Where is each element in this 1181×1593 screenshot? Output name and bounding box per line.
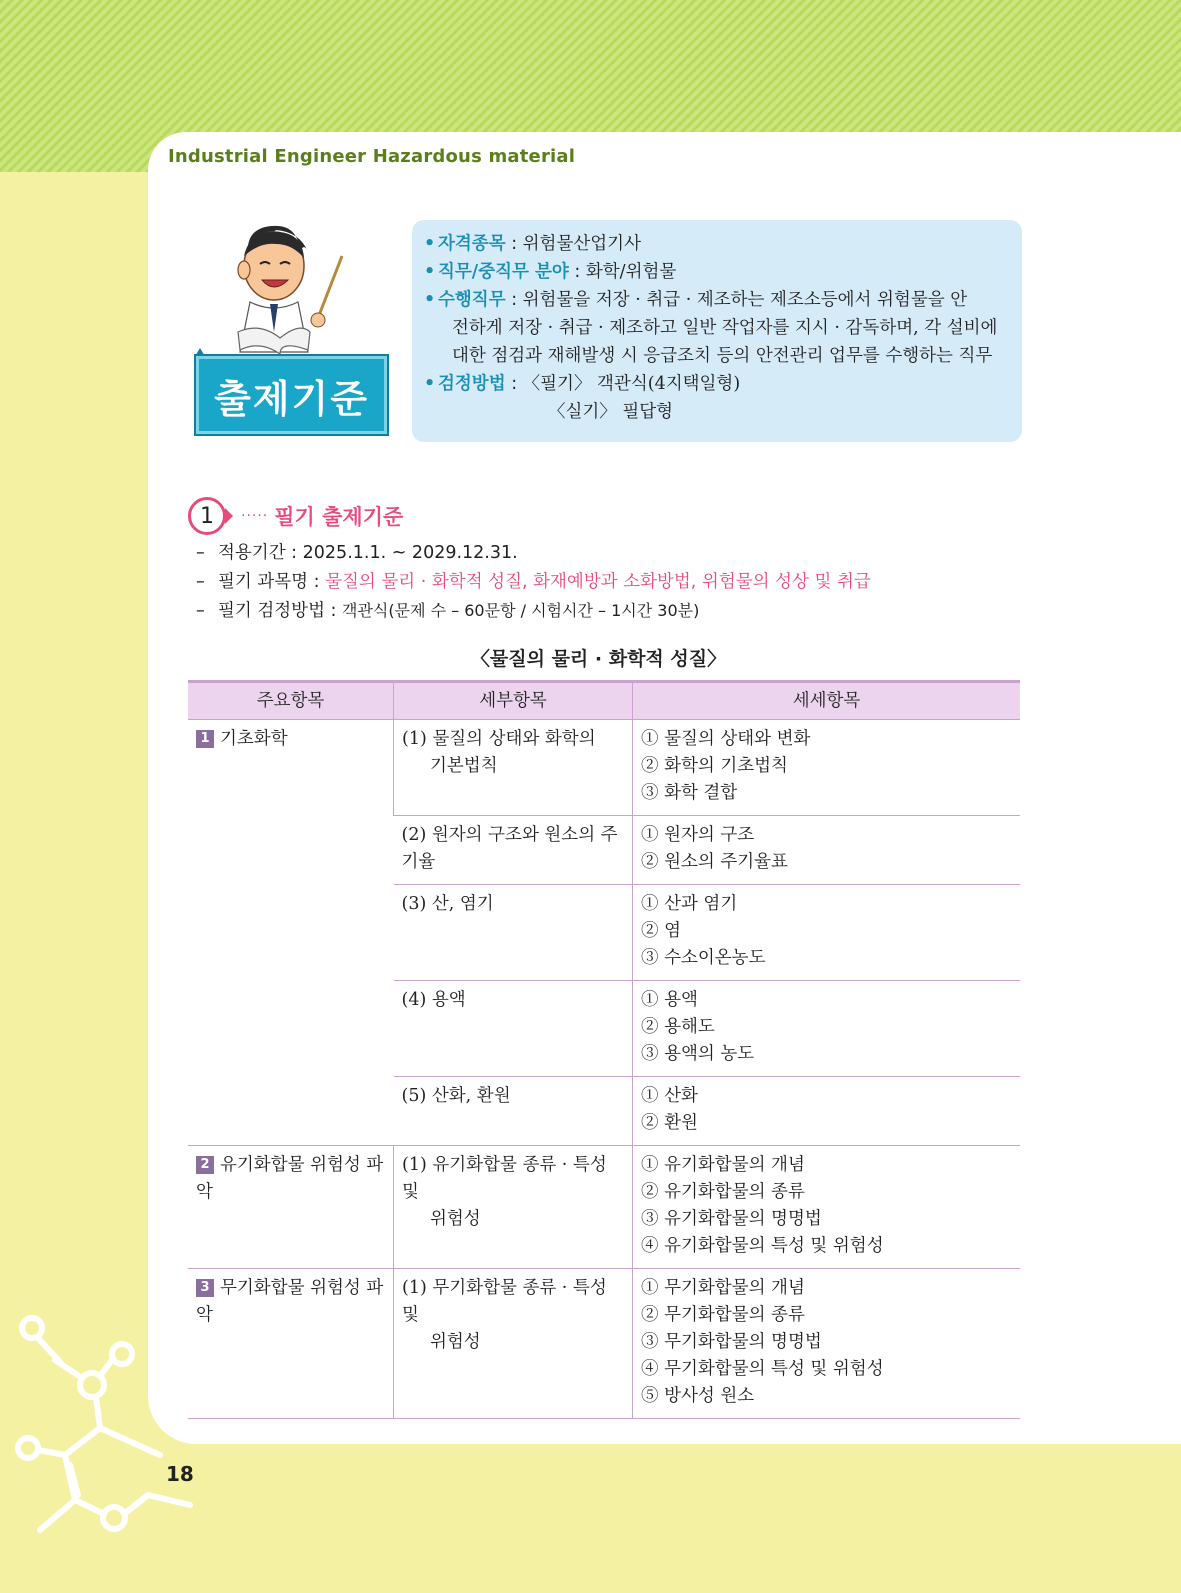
sub-item-label: (4) 용액: [401, 990, 466, 1010]
table-title: [0, 644, 1181, 671]
teacher-mascot-illustration: [200, 222, 360, 362]
main-item-label: 무기화합물 위험성 파악: [196, 1278, 384, 1325]
sub-item-label: (2) 원자의 구조와 원소의 주기율: [401, 825, 618, 872]
meta-subjects: [196, 568, 871, 593]
sub-item-cell: [394, 885, 633, 981]
running-head: Industrial Engineer Hazardous material: [168, 146, 576, 167]
bullet-icon: •: [424, 234, 436, 254]
badge-label: 출제기준: [214, 376, 369, 421]
detail-item: ① 원자의 구조: [641, 825, 755, 845]
info-row-method: [424, 370, 1010, 398]
meta-value: 객관식(문제 수 – 60문항 / 시험시간 – 1시간 30분): [342, 601, 700, 620]
sub-item-cell: [394, 1077, 633, 1146]
criteria-table: [188, 680, 1020, 1419]
bullet-icon: •: [424, 290, 436, 310]
item-number-box: 1: [196, 730, 214, 748]
main-item-label: 유기화합물 위험성 파악: [196, 1155, 384, 1202]
detail-item: ③ 무기화합물의 명명법: [641, 1332, 822, 1352]
sub-item-cell: [394, 1269, 633, 1419]
main-item-cell: [188, 720, 394, 1146]
detail-item: ③ 유기화합물의 명명법: [641, 1209, 822, 1229]
section-number-circle: 1: [188, 497, 226, 535]
info-row-qualification: [424, 230, 1010, 258]
info-row-duty: [424, 286, 1010, 314]
dash-mark: –: [196, 543, 205, 563]
info-row-field: [424, 258, 1010, 286]
table-header-row: [188, 682, 1020, 720]
detail-item: ① 물질의 상태와 변화: [641, 729, 811, 749]
qualification-info-box: [412, 220, 1022, 442]
info-label: 수행직무: [438, 290, 506, 310]
sub-item-label: (1) 유기화합물 종류 · 특성 및: [402, 1155, 607, 1202]
header-sub-item: 세부항목: [394, 682, 633, 720]
detail-item: ④ 유기화합물의 특성 및 위험성: [641, 1236, 884, 1256]
detail-item: ① 산화: [641, 1086, 698, 1106]
detail-item-cell: [633, 720, 1021, 816]
section-heading: [188, 496, 403, 536]
sub-item-cell: [394, 816, 633, 885]
info-separator: :: [505, 290, 523, 310]
detail-item: ② 원소의 주기율표: [641, 852, 788, 872]
item-number-box: 2: [196, 1156, 214, 1174]
info-separator: :: [505, 374, 523, 394]
bullet-icon: •: [424, 374, 436, 394]
sub-item-label: (1) 무기화합물 종류 · 특성 및: [402, 1278, 607, 1325]
sub-item-cell: [394, 720, 633, 816]
info-duty-continued: 전하게 저장 · 취급 · 제조하고 일반 작업자를 지시 · 감독하며, 각 설비에: [452, 318, 998, 338]
info-label: 직무/중직무 분야: [438, 262, 569, 282]
meta-label: 필기 검정방법 :: [218, 601, 343, 621]
info-value: 화학/위험물: [585, 262, 677, 282]
info-duty-continued: 대한 점검과 재해발생 시 응급조치 등의 안전관리 업무를 수행하는 직무: [452, 346, 993, 366]
leader-dots: ·····: [241, 508, 269, 524]
info-method-continued: 〈실기〉 필답형: [548, 402, 674, 422]
detail-item: ⑤ 방사성 원소: [641, 1386, 755, 1406]
sub-item-label: (1) 물질의 상태와 화학의: [402, 729, 596, 749]
table-row: [188, 1269, 1020, 1419]
sub-item-label: (3) 산, 염기: [401, 894, 494, 914]
detail-item-cell: [633, 1269, 1021, 1419]
arrow-icon: [225, 508, 233, 524]
detail-item: ② 유기화합물의 종류: [641, 1182, 805, 1202]
detail-item: ② 환원: [641, 1113, 698, 1133]
main-item-label: 기초화학: [220, 729, 288, 749]
detail-item: ① 용액: [641, 990, 698, 1010]
detail-item-cell: [633, 885, 1021, 981]
detail-item: ③ 수소이온농도: [641, 948, 766, 968]
detail-item: ① 산과 염기: [641, 894, 738, 914]
detail-item-cell: [633, 1077, 1021, 1146]
meta-method: [196, 597, 699, 622]
detail-item: ② 무기화합물의 종류: [641, 1305, 805, 1325]
table-title-text: 〈물질의 물리 · 화학적 성질〉: [470, 648, 727, 670]
detail-item: ④ 무기화합물의 특성 및 위험성: [641, 1359, 884, 1379]
bullet-icon: •: [424, 262, 436, 282]
info-value: 〈필기〉 객관식(4지택일형): [522, 374, 741, 394]
detail-item: ③ 화학 결합: [641, 783, 738, 803]
meta-period: [196, 539, 518, 564]
sub-item-cell: [394, 1146, 633, 1269]
main-item-cell: [188, 1269, 394, 1419]
detail-item: ① 유기화합물의 개념: [641, 1155, 805, 1175]
detail-item-cell: [633, 981, 1021, 1077]
table-row: [188, 1146, 1020, 1269]
sub-item-label-continued: 위험성: [430, 1209, 481, 1229]
section-title: 필기 출제기준: [274, 505, 404, 529]
detail-item: ② 화학의 기초법칙: [641, 756, 788, 776]
header-detail-item: 세세항목: [633, 682, 1021, 720]
dash-mark: –: [196, 572, 205, 592]
detail-item: ② 염: [641, 921, 681, 941]
info-value: 위험물산업기사: [522, 234, 641, 254]
sub-item-label-continued: 기본법칙: [430, 756, 498, 776]
meta-value: 2025.1.1. ~ 2029.12.31.: [302, 543, 518, 563]
detail-item-cell: [633, 816, 1021, 885]
detail-item: ② 용해도: [641, 1017, 715, 1037]
dash-mark: –: [196, 601, 205, 621]
header-main-item: 주요항목: [188, 682, 394, 720]
table-row: [188, 720, 1020, 816]
meta-label: 적용기간 :: [218, 543, 303, 563]
info-label: 자격종목: [438, 234, 506, 254]
detail-item: ① 무기화합물의 개념: [641, 1278, 805, 1298]
info-separator: :: [568, 262, 586, 282]
criteria-badge: [194, 354, 389, 436]
sub-item-label: (5) 산화, 환원: [401, 1086, 511, 1106]
info-value: 위험물을 저장 · 취급 · 제조하는 제조소등에서 위험물을 안: [522, 290, 968, 310]
sub-item-cell: [394, 981, 633, 1077]
info-label: 검정방법: [438, 374, 506, 394]
meta-value: 물질의 물리 · 화학적 성질, 화재예방과 소화방법, 위험물의 성상 및 취급: [325, 572, 871, 592]
detail-item: ③ 용액의 농도: [641, 1044, 755, 1064]
info-separator: :: [505, 234, 523, 254]
detail-item-cell: [633, 1146, 1021, 1269]
meta-label: 필기 과목명 :: [218, 572, 326, 592]
item-number-box: 3: [196, 1279, 214, 1297]
page-number: 18: [166, 1462, 194, 1486]
sub-item-label-continued: 위험성: [430, 1332, 481, 1352]
main-item-cell: [188, 1146, 394, 1269]
